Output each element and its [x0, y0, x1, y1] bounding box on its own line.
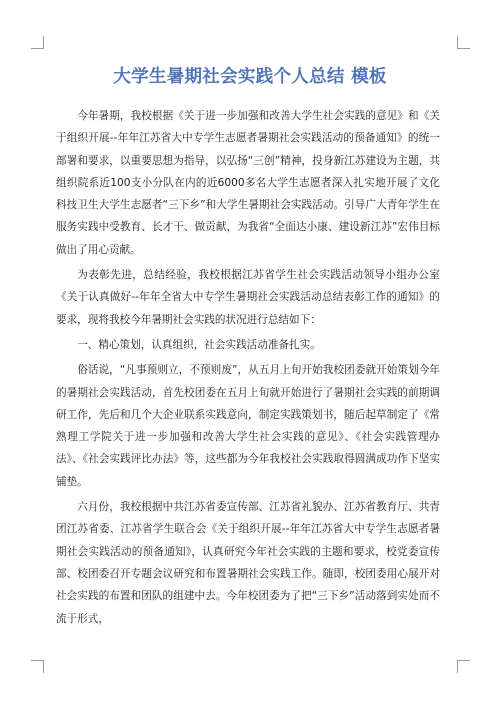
page-corner-mark-top-left [31, 36, 44, 49]
document-body [56, 105, 440, 633]
paragraph: 六月份，我校根据中共江苏省委宣传部、江苏省礼貌办、江苏省教育厅、共青团江苏省委、江苏省学生联合会《关于组织开展--年年江苏省大中专学生志愿者暑期社会实践活动的预备通知》，认真研究今年社会实践的主题和要求，校党委宣传部、校团委召开专题会议研究和布置暑期社会实践工作。随即，校团委用心展开对社会实践的布置和团队的组建中去。今年校团委为了把“三下乡”活动落到实处而不流于形式， [56, 501, 440, 625]
paragraph: 俗话说，“凡事预则立，不预则废”，从五月上旬开始我校团委就开始策划今年的暑期社会实践活动，首先校团委在五月上旬就开始进行了暑期社会实践的前期调研工作，先后和几个大企业联系实践意向，制定实践策划书，随后起草制定了《常熟理工学院关于进一步加强和改善大学生社会实践的意见》、《社会实践管理办法》、《社会实践评比办法》等，这些都为今年我校社会实践取得圆满成功作下坚实铺垫。 [56, 364, 440, 488]
document-title: 大学生暑期社会实践个人总结 模板 [113, 67, 387, 87]
paragraph: 为表彰先进，总结经验，我校根据江苏省学生社会实践活动领导小组办公室《关于认真做好--年年全省大中专学生暑期社会实践活动总结表彰工作的通知》的要求，现将我校今年暑期社会实践的状况进行总结如下： [56, 269, 440, 326]
paragraph: 今年暑期，我校根据《关于进一步加强和改善大学生社会实践的意见》和《关于组织开展--年年江苏省大中专学生志愿者暑期社会实践活动的预备通知》的统一部署和要求，以重要思想为指导，以弘扬“三创”精神，投身新江苏建设为主题，共组织院系近100支小分队在内的近6000多名大学生志愿者深入扎实地开展了文化科技卫生大学生志愿者“三下乡”和大学生暑期社会实践活动。引导广大青年学生在服务实践中受教育、长才干、做贡献，为我省“全面达小康、建设新江苏”宏伟目标做出了用心贡献。 [56, 110, 440, 256]
section-heading: 一、精心策划，认真组织，社会实践活动准备扎实。 [77, 338, 321, 351]
page-corner-mark-top-right [457, 36, 470, 49]
page-corner-mark-bottom-left [31, 660, 44, 673]
page-corner-mark-bottom-right [457, 660, 470, 673]
